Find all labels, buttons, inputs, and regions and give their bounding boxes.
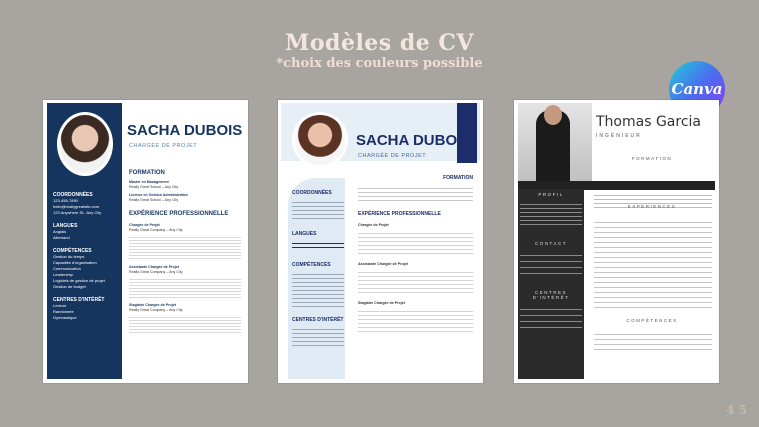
section-interets: CENTRES D'INTÉRÊT [532,290,570,300]
job-description [129,315,241,335]
interest-lines [292,326,344,346]
job-description [129,277,241,299]
formation-item: Licence en Gestion Administrative [129,193,188,197]
job-description [358,269,473,295]
profile-text [520,201,582,227]
contact-lines [520,250,582,278]
canva-badge[interactable]: Canva [669,61,725,117]
job-company: Really Great Company – Any City [129,228,183,232]
section-experiences: EXPÉRIENCES [627,204,677,209]
skill-item: Gestion de budget [53,284,86,289]
section-formation: FORMATION [443,175,473,181]
cv-role: CHARGÉE DE PROJET [129,143,198,149]
job-description [129,235,241,261]
cv-name: SACHA DUBOIS [356,132,472,149]
person-head [544,105,562,125]
experience-lines [594,218,712,308]
page-title: Modèles de CV [285,30,474,56]
skill-item: Gestion du temps [53,254,85,259]
cv-template-2[interactable] [278,100,483,383]
profile-photo [292,112,348,168]
cv-template-3[interactable] [514,100,719,383]
formation-lines [358,185,473,203]
skill-item: Logiciels de gestion de projet [53,278,105,283]
section-experience: EXPÉRIENCE PROFESSIONNELLE [358,211,441,217]
job-description [358,308,473,332]
job-company: Really Great Company – Any City [129,270,183,274]
section-interets: CENTRES D'INTÉRÊT [292,317,344,323]
section-formation: FORMATION [631,156,673,161]
interest-item: Randonnée [53,309,74,314]
profile-photo [57,112,113,176]
section-coordonnees: COORDONNÉES [292,190,332,196]
section-profil: PROFIL [538,192,564,197]
section-formation: FORMATION [129,170,165,176]
section-experience: EXPÉRIENCE PROFESSIONNELLE [129,211,229,217]
skill-item: Leadership [53,272,73,277]
section-langues: LANGUES [53,223,78,229]
cv-template-1[interactable] [43,100,248,383]
lang-item: Anglais [53,229,67,234]
job-title: Chargée de Projet [129,223,160,227]
job-title: Stagiaire Chargée de Projet [358,301,405,305]
lang-item: Allemand [53,235,70,240]
skill-lines [292,271,344,307]
section-coordonnees: COORDONNÉES [53,192,93,198]
formation-item: Master en Management [129,180,169,184]
interest-lines [520,304,582,332]
job-title: Assistante Chargée de Projet [129,265,179,269]
job-title: Chargée de Projet [358,223,389,227]
page-number: 4 5 [726,403,747,417]
phone-text: 123-456-7890 [53,198,78,203]
cv-name: Thomas Garcia [596,114,701,130]
job-title: Stagiaire Chargée de Projet [129,303,176,307]
cv-role: INGÉNIEUR [596,133,642,139]
cv-name: SACHA DUBOIS [127,122,243,139]
formation-school: Really Great School – Any City [129,198,179,202]
section-competences: COMPÉTENCES [626,318,678,323]
section-contact: CONTACT [535,241,567,246]
skill-lines [594,330,712,352]
language-bars [292,240,344,250]
interest-item: Gymnastique [53,315,77,320]
job-description [358,230,473,256]
section-langues: LANGUES [292,231,317,237]
section-competences: COMPÉTENCES [53,248,92,254]
formation-school: Really Great School – Any City [129,185,179,189]
address-text: 123 Anywhere St., Any City [53,210,102,215]
job-company: Really Great Company – Any City [129,308,183,312]
cv-role: CHARGÉE DE PROJET [358,153,427,159]
skill-item: Communication [53,266,81,271]
section-interets: CENTRES D'INTÉRÊT [53,297,105,303]
page-subtitle: *choix des couleurs possible [276,56,483,71]
skill-item: Capacités d'organisation [53,260,97,265]
interest-item: Lecture [53,303,67,308]
section-competences: COMPÉTENCES [292,262,331,268]
email-text: hello@reallygreatsite.com [53,204,100,209]
job-title: Assistante Chargée de Projet [358,262,408,266]
contact-lines [292,199,344,219]
